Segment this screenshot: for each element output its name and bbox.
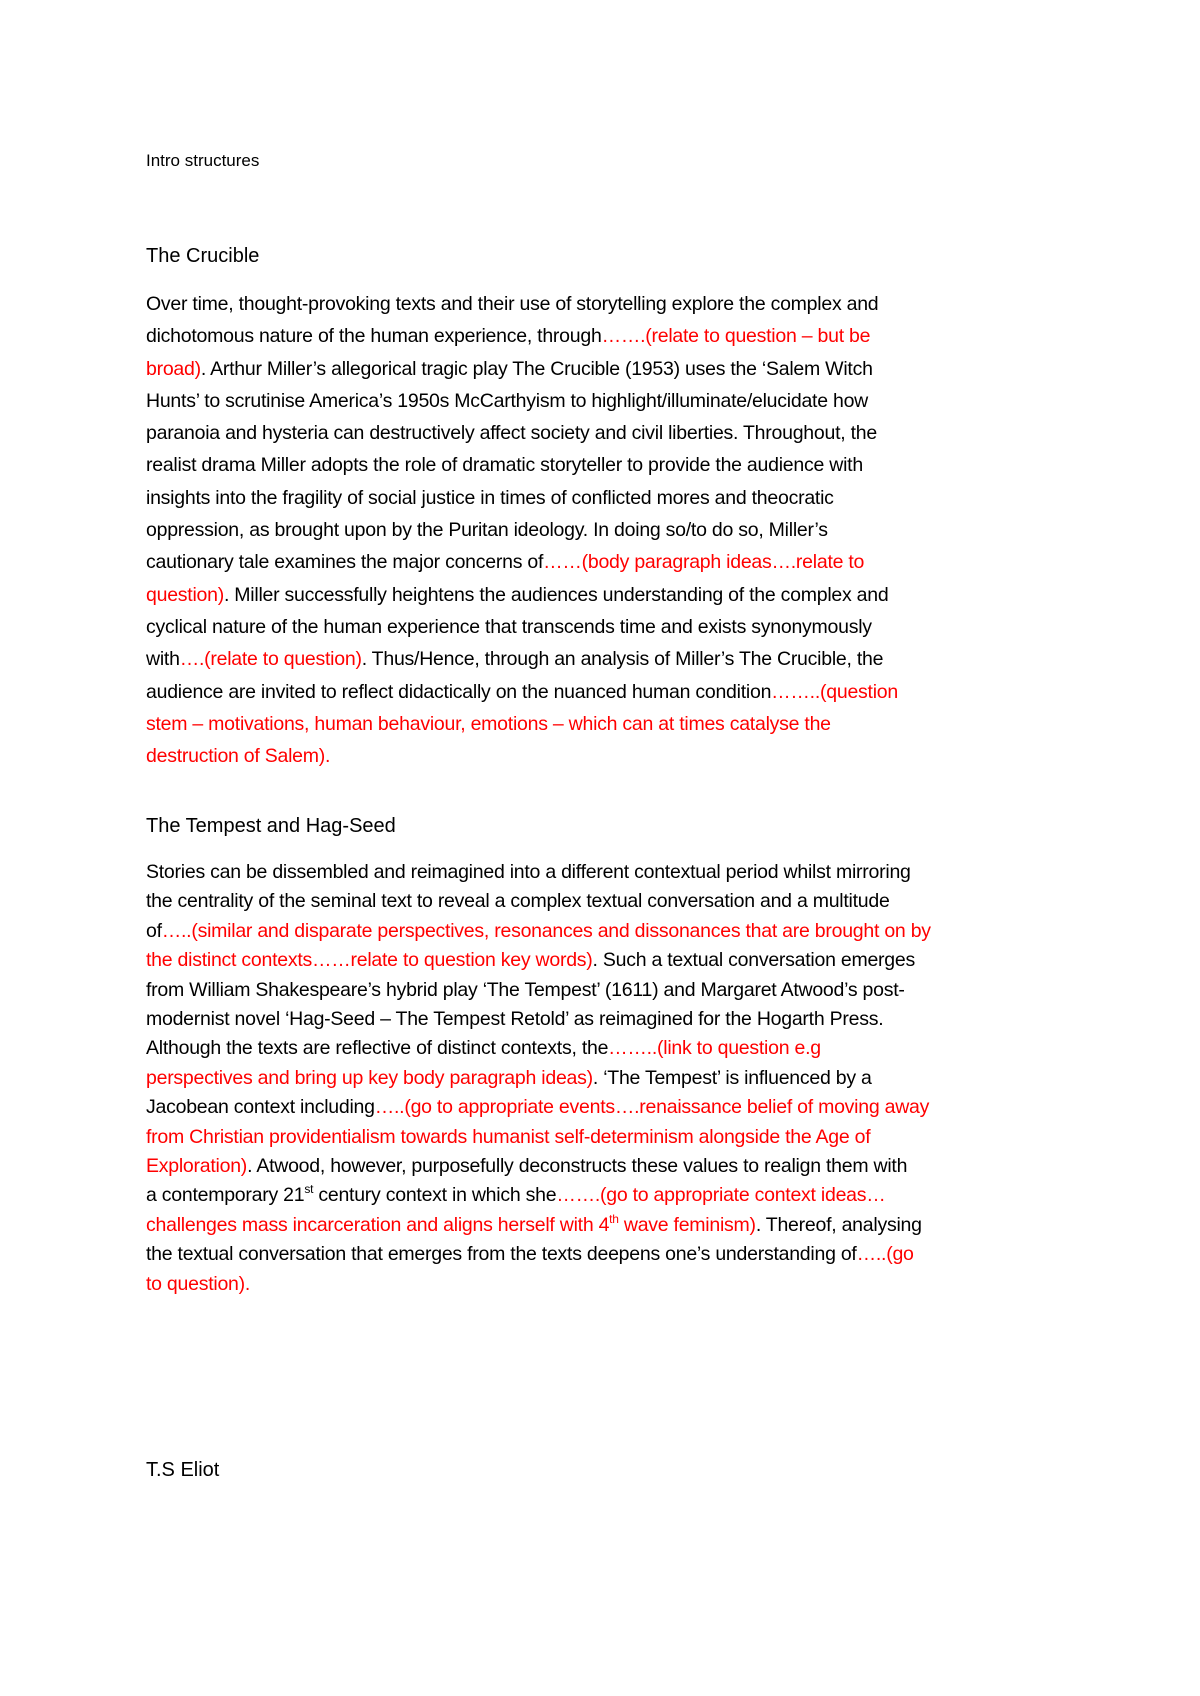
prompt-text: th xyxy=(609,1211,619,1226)
body-text: . ‘The Tempest’ is influenced by a xyxy=(592,1066,872,1089)
prompt-text: the distinct contexts……relate to question key words) xyxy=(146,949,593,972)
paragraph-line xyxy=(146,514,898,546)
body-text: century context in which she xyxy=(313,1184,557,1207)
prompt-text: …….(relate to question – but be xyxy=(601,325,871,348)
prompt-text: ….(relate to question) xyxy=(179,648,362,671)
prompt-text: …….(go to appropriate context ideas… xyxy=(556,1184,886,1207)
body-text: insights into the fragility of social justice in times of conflicted mores and theocratic xyxy=(146,486,834,509)
prompt-text: …..(go to appropriate events….renaissance belief of moving away xyxy=(374,1096,930,1119)
paragraph-line xyxy=(146,708,898,740)
section-heading-crucible: The Crucible xyxy=(146,245,260,267)
paragraph-line xyxy=(146,1152,931,1181)
body-text: . Atwood, however, purposefully deconstructs these values to realign them with xyxy=(247,1155,908,1178)
paragraph-line xyxy=(146,579,898,611)
body-text: paranoia and hysteria can destructively affect society and civil liberties. Throughout, the xyxy=(146,422,877,445)
body-text: oppression, as brought upon by the Puritan ideology. In doing so/to do so, Miller’s xyxy=(146,519,828,542)
body-text: dichotomous nature of the human experience, through xyxy=(146,325,602,348)
paragraph-line xyxy=(146,353,898,385)
prompt-text: perspectives and bring up key body paragraph ideas) xyxy=(146,1066,593,1089)
paragraph-line xyxy=(146,1064,931,1093)
paragraph-line xyxy=(146,946,931,975)
section-heading-tempest: The Tempest and Hag-Seed xyxy=(146,815,396,837)
paragraph-line xyxy=(146,320,898,352)
body-text: modernist novel ‘Hag-Seed – The Tempest Retold’ as reimagined for the Hogarth Press. xyxy=(146,1008,884,1031)
prompt-text: to question). xyxy=(146,1272,251,1295)
paragraph-tempest xyxy=(146,858,931,1299)
prompt-text: ……..(link to question e.g xyxy=(608,1037,821,1060)
paragraph-line xyxy=(146,1034,931,1063)
paragraph-line xyxy=(146,385,898,417)
body-text: with xyxy=(146,648,180,671)
body-text: . Such a textual conversation emerges xyxy=(592,949,915,972)
body-text: Over time, thought-provoking texts and their use of storytelling explore the complex and xyxy=(146,293,879,315)
body-text: cautionary tale examines the major concerns of xyxy=(146,551,544,574)
paragraph-line xyxy=(146,546,898,578)
paragraph-line xyxy=(146,1181,931,1210)
body-text: of xyxy=(146,919,162,942)
body-text: Stories can be dissembled and reimagined into a different contextual period whilst mirroring xyxy=(146,861,911,883)
body-text: . Miller successfully heightens the audiences understanding of the complex and xyxy=(223,583,889,606)
paragraph-line xyxy=(146,1123,931,1152)
prompt-text: ……..(question xyxy=(771,680,898,703)
section-heading-eliot: T.S Eliot xyxy=(146,1459,220,1481)
prompt-text: wave feminism) xyxy=(618,1213,756,1236)
body-text: . Thus/Hence, through an analysis of Miller’s The Crucible, the xyxy=(361,648,884,671)
prompt-text: question) xyxy=(146,583,224,606)
paragraph-line xyxy=(146,482,898,514)
body-text: . Thereof, analysing xyxy=(755,1213,922,1236)
paragraph-line xyxy=(146,417,898,449)
paragraph-line xyxy=(146,740,898,772)
paragraph-line xyxy=(146,917,931,946)
body-text: realist drama Miller adopts the role of dramatic storyteller to provide the audience with xyxy=(146,454,863,477)
prompt-text: ……(body paragraph ideas….relate to xyxy=(543,551,865,574)
prompt-text: Exploration) xyxy=(146,1155,248,1178)
paragraph-line xyxy=(146,643,898,675)
paragraph-line xyxy=(146,976,931,1005)
body-text: from William Shakespeare’s hybrid play ‘The Tempest’ (1611) and Margaret Atwood’s post- xyxy=(146,978,905,1001)
paragraph-line xyxy=(146,676,898,708)
document-title: Intro structures xyxy=(146,151,260,170)
paragraph-crucible xyxy=(146,288,898,772)
paragraph-line xyxy=(146,1005,931,1034)
paragraph-line xyxy=(146,887,931,916)
paragraph-line xyxy=(146,1240,931,1269)
body-text: st xyxy=(304,1182,314,1197)
body-text: Jacobean context including xyxy=(146,1096,375,1119)
body-text: the centrality of the seminal text to reveal a complex textual conversation and a multitude xyxy=(146,890,890,913)
paragraph-line xyxy=(146,611,898,643)
paragraph-line xyxy=(146,288,898,320)
body-text: Although the texts are reflective of distinct contexts, the xyxy=(146,1037,609,1060)
paragraph-line xyxy=(146,449,898,481)
paragraph-line xyxy=(146,1270,931,1299)
body-text: . Arthur Miller’s allegorical tragic play The Crucible (1953) uses the ‘Salem Witch xyxy=(200,357,873,380)
body-text: the textual conversation that emerges from the texts deepens one’s understanding of xyxy=(146,1243,857,1266)
prompt-text: …..(similar and disparate perspectives, resonances and dissonances that are brought on by xyxy=(161,919,931,942)
paragraph-line xyxy=(146,1211,931,1240)
body-text: audience are invited to reflect didactically on the nuanced human condition xyxy=(146,680,772,703)
prompt-text: broad) xyxy=(146,357,201,380)
body-text: cyclical nature of the human experience that transcends time and exists synonymously xyxy=(146,615,872,638)
paragraph-line xyxy=(146,1093,931,1122)
prompt-text: stem – motivations, human behaviour, emotions – which can at times catalyse the xyxy=(146,712,831,735)
prompt-text: destruction of Salem). xyxy=(146,745,331,768)
body-text: a contemporary 21 xyxy=(146,1184,305,1207)
body-text: Hunts’ to scrutinise America’s 1950s McCarthyism to highlight/illuminate/elucidate how xyxy=(146,389,869,412)
paragraph-line xyxy=(146,858,931,887)
prompt-text: from Christian providentialism towards humanist self-determinism alongside the Age of xyxy=(146,1125,871,1148)
prompt-text: …..(go xyxy=(856,1243,914,1266)
prompt-text: challenges mass incarceration and aligns herself with 4 xyxy=(146,1213,610,1236)
